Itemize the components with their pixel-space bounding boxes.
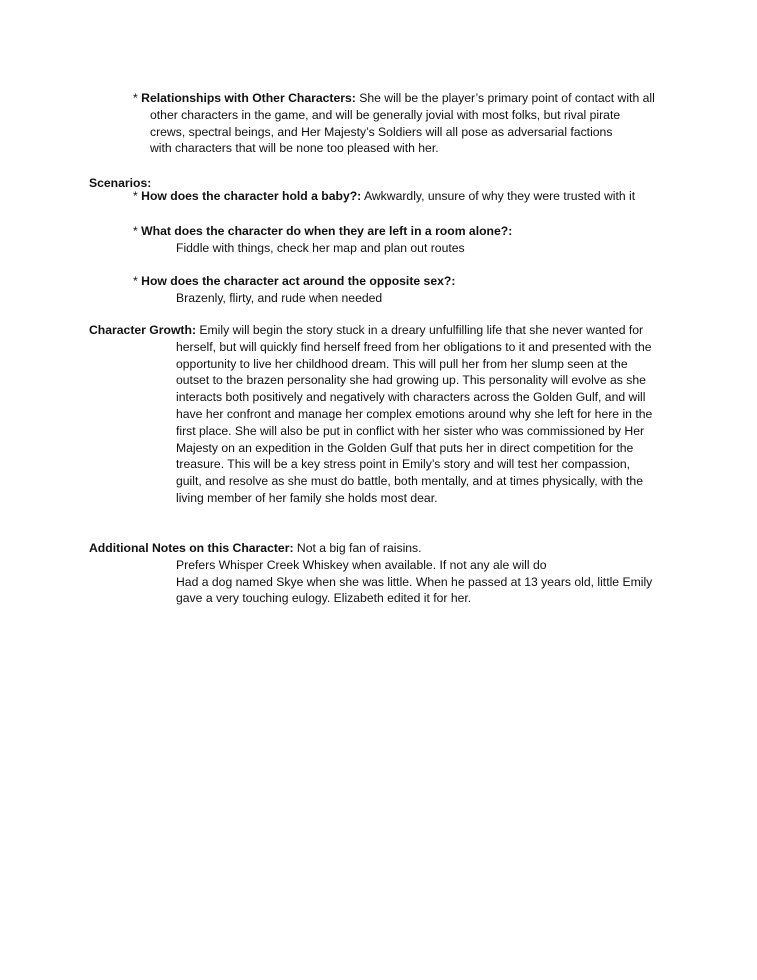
relationships-text-line: She will be the player’s primary point of contact with all — [359, 91, 655, 105]
bullet: * — [133, 91, 138, 105]
notes-text-line: Not a big fan of raisins. — [296, 541, 422, 555]
growth-text-line: outset to the brazen personality she had growing up. This personality will evolve as she — [176, 373, 646, 388]
notes-text-line: Prefers Whisper Creek Whiskey when available. If not any ale will do — [176, 557, 547, 572]
growth-text-line: first place. She will also be put in conflict with her sister who was commissioned by Her — [176, 423, 645, 438]
question-text: How does the character act around the opposite sex?: — [141, 274, 456, 288]
growth-label: Character Growth: — [89, 323, 196, 337]
notes-text-line: gave a very touching eulogy. Elizabeth edited it for her. — [176, 591, 472, 606]
growth-text-line: living member of her family she holds most dear. — [176, 490, 438, 505]
growth-text-line: have her confront and manage her complex emotions around why she left for here in the — [176, 406, 653, 421]
question-text: How does the character hold a baby?: — [141, 189, 362, 203]
bullet: * — [133, 274, 138, 288]
bullet: * — [133, 224, 138, 238]
relationships-text-line: crews, spectral beings, and Her Majesty’s Soldiers will all pose as adversarial factions — [150, 124, 613, 139]
growth-text-line: treasure. This will be a key stress point in Emily’s story and will test her compassion, — [176, 457, 631, 472]
notes-text-line: Had a dog named Skye when she was little. When he passed at 13 years old, little Emily — [176, 574, 653, 589]
growth-text-line: Emily will begin the story stuck in a dreary unfulfilling life that she never wanted for — [199, 323, 644, 337]
answer-text: Brazenly, flirty, and rude when needed — [176, 290, 383, 305]
growth-text-line: opportunity to live her childhood dream. This will pull her from her slump seen at the — [176, 356, 628, 371]
relationships-text-line: other characters in the game, and will be generally jovial with most folks, but rival pirate — [150, 107, 621, 122]
character-growth-section — [89, 322, 652, 507]
scenario-question-alone — [133, 223, 512, 257]
growth-text-line: herself, but will quickly find herself freed from her obligations to it and presented with the — [176, 339, 652, 354]
additional-notes-section — [89, 540, 652, 607]
scenario-question-opposite-sex — [133, 273, 455, 307]
relationships-label: Relationships with Other Characters: — [141, 91, 356, 105]
question-text: What does the character do when they are left in a room alone?: — [141, 224, 513, 238]
growth-text-line: interacts both positively and negatively with characters across the Golden Gulf, and will — [176, 390, 646, 405]
growth-text-line: guilt, and resolve as she must do battle, both mentally, and at times physically, with the — [176, 474, 643, 489]
growth-text-line: Majesty on an expedition in the Golden Gulf that puts her in direct competition for the — [176, 440, 634, 455]
scenario-question-baby — [133, 188, 635, 205]
relationships-text-line: with characters that will be none too pleased with her. — [150, 141, 439, 156]
answer-text: Awkwardly, unsure of why they were trusted with it — [363, 189, 636, 203]
answer-text: Fiddle with things, check her map and plan out routes — [176, 240, 465, 255]
scenarios-heading: Scenarios: — [89, 176, 152, 190]
relationships-section — [133, 90, 655, 157]
notes-label: Additional Notes on this Character: — [89, 541, 294, 555]
bullet: * — [133, 189, 138, 203]
